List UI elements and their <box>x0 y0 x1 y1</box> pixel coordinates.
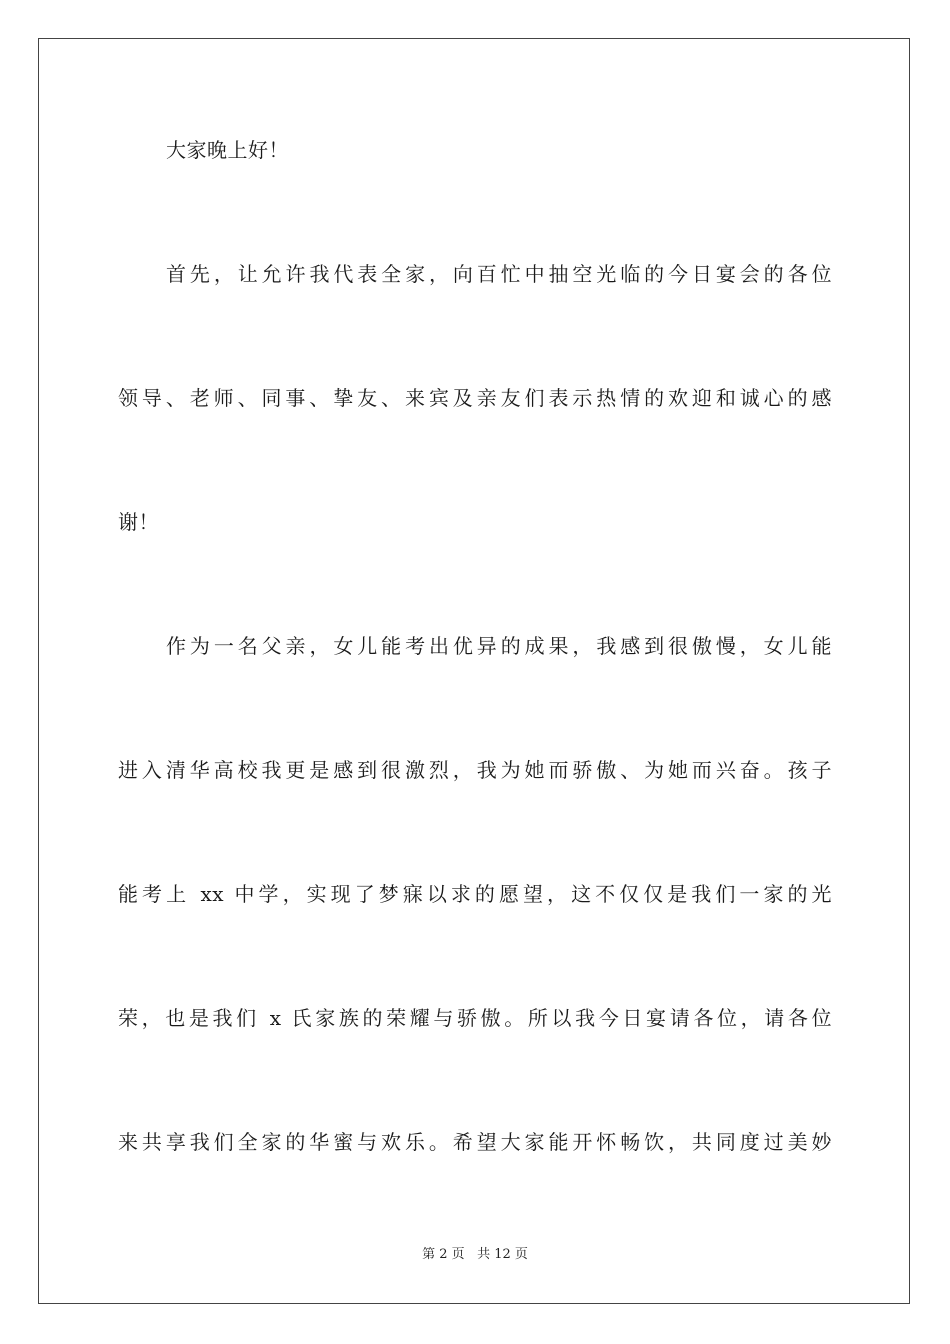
page-frame <box>38 38 910 1304</box>
page-total: 共 12 页 <box>477 1247 528 1262</box>
paragraph-line: 荣，也是我们 x 氏家族的荣耀与骄傲。所以我今日宴请各位，请各位 <box>118 1006 832 1030</box>
greeting-line: 大家晚上好！ <box>166 138 289 162</box>
paragraph-line: 来共享我们全家的华蜜与欢乐。希望大家能开怀畅饮，共同度过美妙 <box>118 1130 832 1154</box>
paragraph-line: 进入清华高校我更是感到很激烈，我为她而骄傲、为她而兴奋。孩子 <box>118 758 832 782</box>
paragraph-line: 领导、老师、同事、挚友、来宾及亲友们表示热情的欢迎和诚心的感 <box>118 386 832 410</box>
page-number: 第 2 页 <box>422 1247 465 1262</box>
paragraph-line: 谢！ <box>118 510 159 534</box>
page-footer <box>0 1246 950 1264</box>
paragraph-line: 作为一名父亲，女儿能考出优异的成果，我感到很傲慢，女儿能 <box>166 634 832 658</box>
paragraph-line: 首先，让允许我代表全家，向百忙中抽空光临的今日宴会的各位 <box>166 262 832 286</box>
paragraph-line: 能考上 xx 中学，实现了梦寐以求的愿望，这不仅仅是我们一家的光 <box>118 882 832 906</box>
